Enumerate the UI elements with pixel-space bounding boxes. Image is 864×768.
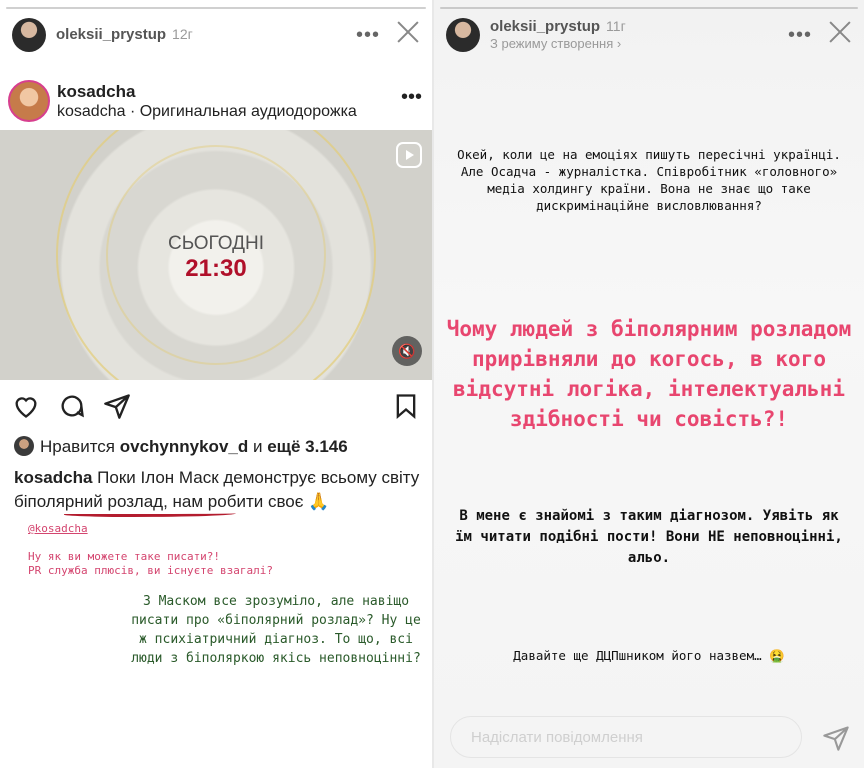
post-video[interactable]: [0, 130, 432, 380]
video-today-label: СЬОГОДНІ: [167, 233, 264, 254]
more-dots-icon[interactable]: •••: [400, 86, 422, 108]
reply-input[interactable]: [451, 717, 801, 757]
heart-icon[interactable]: [12, 392, 40, 420]
likes-prefix: Нравится: [40, 437, 120, 456]
story-username-text[interactable]: oleksii_prystup: [490, 18, 601, 35]
pink-note: [28, 550, 273, 578]
post-avatar[interactable]: [8, 80, 50, 122]
story-text-intro: Окей, коли це на емоціях пишуть пересічні українці. Але Осадча - журналістка. Співробітник «головного» медіа холдингу країни. Вона не знає що таке дискримінаційне висловлювання?: [457, 147, 841, 213]
post-header: [0, 76, 432, 128]
reply-field[interactable]: [450, 716, 802, 758]
story-subtitle[interactable]: З режиму створення ›: [490, 36, 622, 51]
story-text-outro: Давайте ще ДЦПшником його назвем… 🤮: [513, 648, 785, 663]
story-username-text[interactable]: oleksii_prystup: [56, 26, 167, 43]
post-caption: [14, 466, 424, 514]
comment-icon[interactable]: [58, 392, 86, 420]
mention-tag[interactable]: @kosadcha: [28, 522, 88, 535]
post-username[interactable]: kosadcha: [57, 82, 136, 101]
green-note: З Маском все зрозуміло, але навіщо писати про «біполярний розлад»? Ну це ж психіатричний діагноз. То що, всі люди з біполяркою якісь неповноцінні?: [131, 594, 421, 666]
liker-avatar: [14, 436, 34, 456]
likes-line[interactable]: [14, 436, 348, 457]
story-username[interactable]: [56, 26, 193, 43]
caption-text: Поки Ілон Маск демонструє всьому світу біполярний розлад, нам робити своє 🙏: [14, 468, 420, 511]
pink-note-line: PR служба плюсів, ви існуєте взагалі?: [28, 564, 274, 577]
caption-username[interactable]: kosadcha: [14, 468, 93, 487]
likes-user[interactable]: ovchynnykov_d: [119, 437, 249, 456]
red-underline-scribble: [64, 511, 236, 517]
likes-count[interactable]: ещё 3.146: [267, 437, 348, 456]
more-dots-icon[interactable]: •••: [787, 24, 812, 46]
close-icon[interactable]: [828, 20, 852, 44]
story-progress-bar: [6, 7, 426, 9]
story-time: 11г: [606, 18, 626, 34]
send-icon[interactable]: [822, 724, 850, 752]
pink-note-line: Ну як ви можете таке писати?!: [28, 550, 221, 563]
post-audio[interactable]: kosadcha · Оригинальная аудиодорожка: [57, 103, 357, 120]
story-header: [10, 14, 422, 58]
story-progress-bar: [440, 7, 858, 9]
right-story: [434, 0, 864, 768]
story-time: 12г: [172, 26, 193, 42]
more-dots-icon[interactable]: •••: [355, 24, 380, 46]
avatar[interactable]: [12, 18, 46, 52]
likes-mid: и: [248, 437, 268, 456]
close-icon[interactable]: [396, 20, 420, 44]
avatar[interactable]: [446, 18, 480, 52]
video-time-label: 21:30: [185, 255, 247, 282]
story-text-main: В мене є знайомі з таким діагнозом. Уявіть як їм читати подібні пости! Вони НЕ неповноцінні, альо.: [455, 508, 843, 566]
bookmark-icon[interactable]: [392, 392, 420, 420]
mute-icon[interactable]: 🔇: [392, 336, 422, 366]
reel-icon: [396, 142, 422, 168]
story-username[interactable]: [490, 18, 626, 35]
story-text-pink: Чому людей з біполярним розладом прирівняли до когось, в кого відсутні логіка, інтелектуальні здібності чи совість?!: [446, 317, 852, 431]
share-icon[interactable]: [103, 392, 131, 420]
post-actions: [0, 392, 432, 422]
story-header: [444, 14, 854, 58]
